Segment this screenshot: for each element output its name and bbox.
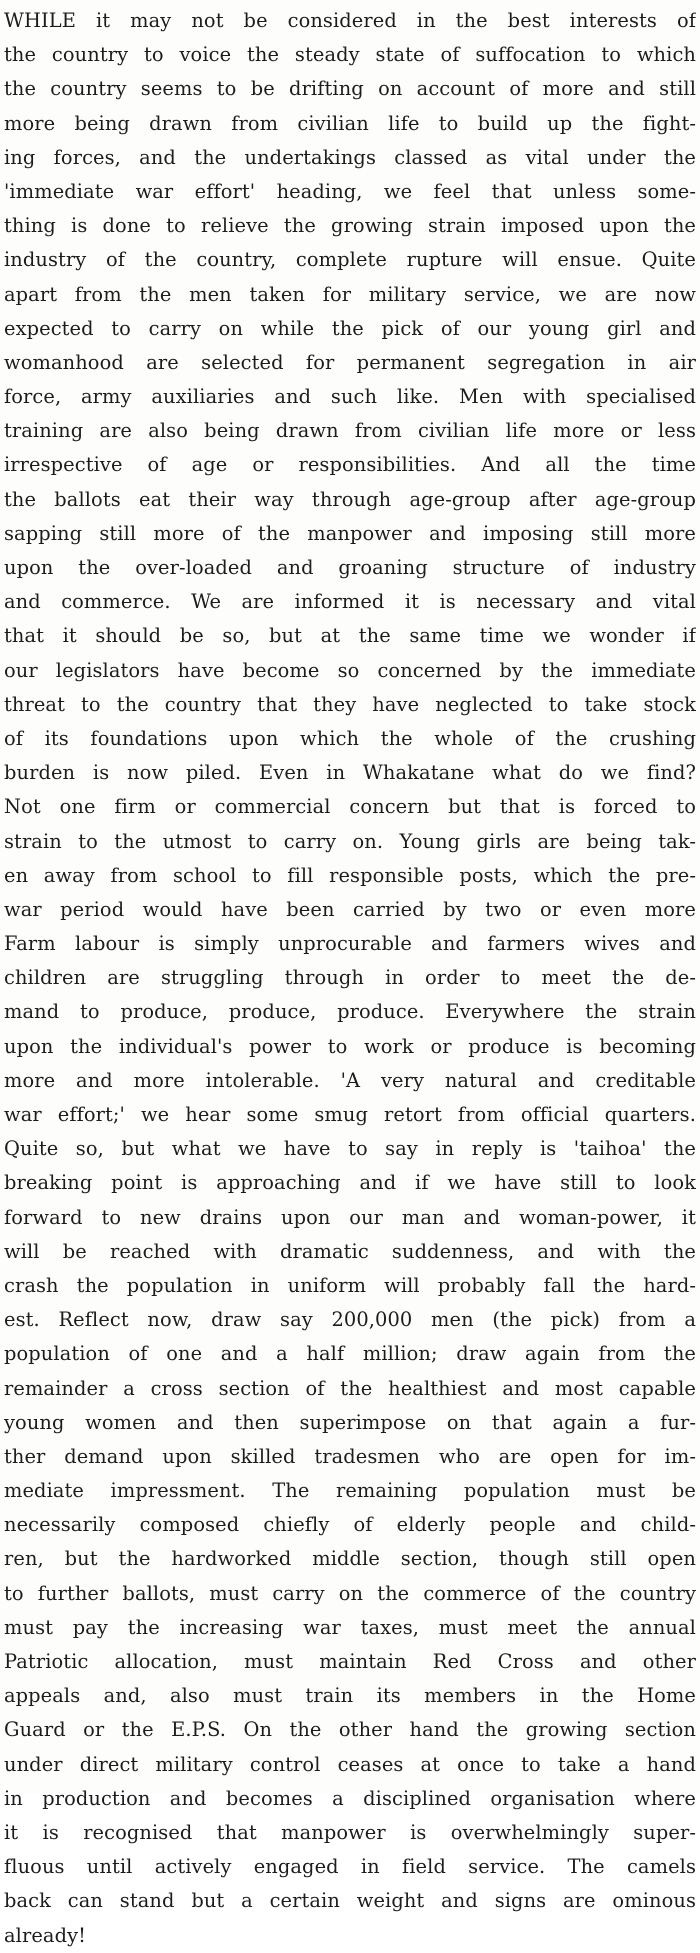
- article-line: war effort;' we hear some smug retort from official quarters.: [4, 1103, 696, 1126]
- article-line: back can stand but a certain weight and signs are ominous: [4, 1889, 696, 1913]
- article-line: ren, but the hardworked middle section, though still open: [4, 1547, 696, 1571]
- article-line: 'immediate war effort' heading, we feel that unless some-: [4, 179, 696, 203]
- article-line: threat to the country that they have neglected to take stock: [4, 692, 696, 716]
- article-line: more being drawn from civilian life to build up the fight-: [4, 111, 696, 135]
- article-line: breaking point is approaching and if we have still to look: [4, 1171, 696, 1195]
- article-line: under direct military control ceases at once to take a hand: [4, 1752, 696, 1776]
- article-line: upon the over-loaded and groaning structure of industry: [4, 556, 696, 579]
- article-line: upon the individual's power to work or produce is becoming: [4, 1034, 696, 1058]
- article-line: to further ballots, must carry on the commerce of the country: [4, 1581, 696, 1605]
- article-line: forward to new drains upon our man and woman-power, it: [4, 1205, 696, 1229]
- article-line: apart from the men taken for military service, we are now: [4, 282, 696, 306]
- article-line: Farm labour is simply unprocurable and farmers wives and: [4, 932, 696, 956]
- article-line: est. Reflect now, draw say 200,000 men (the pick) from a: [4, 1308, 696, 1332]
- article-line: thing is done to relieve the growing strain imposed upon the: [4, 214, 696, 238]
- article-line: the country to voice the steady state of suffocation to which: [4, 43, 696, 67]
- article-line: young women and then superimpose on that again a fur-: [4, 1410, 696, 1434]
- article-line: strain to the utmost to carry on. Young girls are being tak-: [4, 829, 696, 853]
- article-line: crash the population in uniform will probably fall the hard-: [4, 1273, 696, 1297]
- article-line: force, army auxiliaries and such like. Men with specialised: [4, 385, 696, 409]
- article-line: industry of the country, complete rupture will ensue. Quite: [4, 248, 696, 272]
- article-line: remainder a cross section of the healthiest and most capable: [4, 1376, 696, 1400]
- article-line: the ballots eat their way through age-group after age-group: [4, 487, 696, 511]
- editorial-article: [4, 4, 696, 1953]
- article-line: that it should be so, but at the same time we wonder if: [4, 624, 696, 648]
- article-line: mediate impressment. The remaining population must be: [4, 1479, 696, 1503]
- article-line: Guard or the E.P.S. On the other hand the growing section: [4, 1718, 696, 1742]
- article-line: irrespective of age or responsibilities. And all the time: [4, 453, 696, 477]
- article-line: in production and becomes a disciplined organisation where: [4, 1786, 696, 1810]
- article-line: will be reached with dramatic suddenness, and with the: [4, 1239, 696, 1263]
- article-line: the country seems to be drifting on account of more and still: [4, 77, 696, 101]
- article-line: of its foundations upon which the whole of the crushing: [4, 726, 696, 750]
- article-line: population of one and a half million; draw again from the: [4, 1342, 696, 1366]
- article-line: ing forces, and the undertakings classed as vital under the: [4, 145, 696, 169]
- article-line: Patriotic allocation, must maintain Red Cross and other: [4, 1650, 696, 1673]
- article-line: en away from school to fill responsible posts, which the pre-: [4, 863, 696, 887]
- article-line: war period would have been carried by two or even more: [4, 897, 696, 921]
- article-line: necessarily composed chiefly of elderly people and child-: [4, 1513, 696, 1537]
- article-line: children are struggling through in order to meet the de-: [4, 966, 696, 990]
- article-line: ther demand upon skilled tradesmen who are open for im-: [4, 1444, 696, 1468]
- article-line: burden is now piled. Even in Whakatane what do we find?: [4, 761, 696, 785]
- article-line: already!: [4, 1923, 87, 1947]
- article-line: Not one firm or commercial concern but that is forced to: [4, 795, 696, 819]
- article-line: expected to carry on while the pick of our young girl and: [4, 316, 696, 340]
- article-line: must pay the increasing war taxes, must meet the annual: [4, 1615, 696, 1639]
- article-line: and commerce. We are informed it is necessary and vital: [4, 590, 696, 614]
- article-line: womanhood are selected for permanent segregation in air: [4, 350, 696, 374]
- article-line: Quite so, but what we have to say in reply is 'taihoa' the: [4, 1137, 696, 1161]
- article-line: appeals and, also must train its members in the Home: [4, 1684, 696, 1708]
- article-line: sapping still more of the manpower and imposing still more: [4, 521, 696, 545]
- article-line: it is recognised that manpower is overwhelmingly super-: [4, 1820, 696, 1844]
- article-line: fluous until actively engaged in field service. The camels: [4, 1855, 696, 1879]
- article-line: more and more intolerable. 'A very natural and creditable: [4, 1068, 696, 1092]
- article-line: our legislators have become so concerned by the immediate: [4, 658, 696, 682]
- article-line: WHILE it may not be considered in the best interests of: [4, 9, 696, 32]
- article-line: training are also being drawn from civilian life more or less: [4, 419, 696, 443]
- article-line: mand to produce, produce, produce. Everywhere the strain: [4, 1000, 696, 1024]
